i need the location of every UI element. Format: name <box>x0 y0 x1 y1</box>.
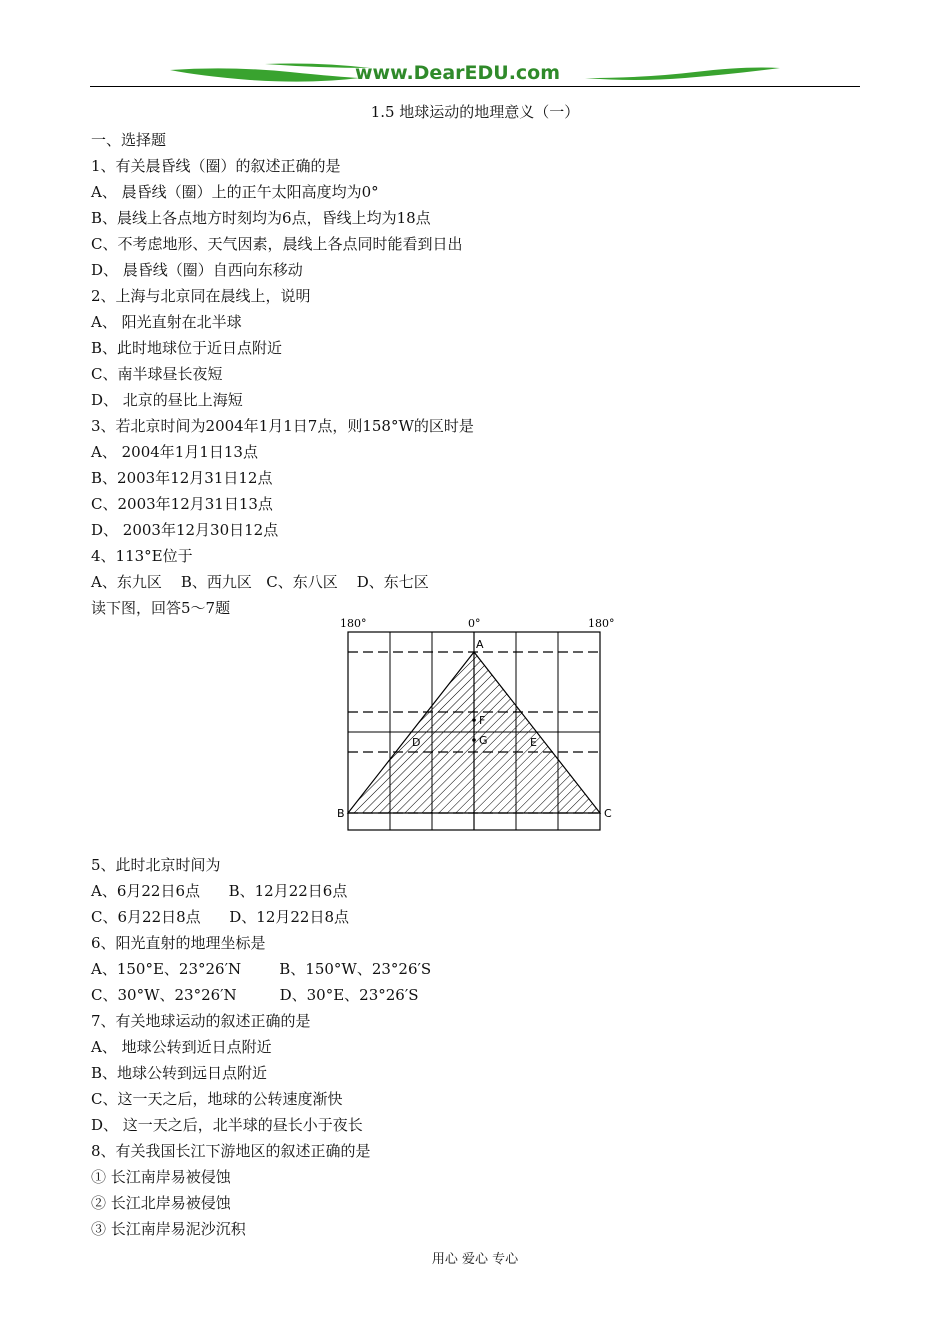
q3-option-d: D、 2003年12月30日12点 <box>91 521 279 539</box>
point-g-marker <box>472 738 476 742</box>
question-1: 1、有关晨昏线（圈）的叙述正确的是 <box>91 157 341 175</box>
q7-option-a: A、 地球公转到近日点附近 <box>91 1038 272 1056</box>
q3-option-c: C、2003年12月31日13点 <box>91 495 273 513</box>
label-point-d: D <box>412 736 421 749</box>
q8-statement-1: ① 长江南岸易被侵蚀 <box>91 1168 231 1186</box>
page-footer: 用心 爱心 专心 <box>431 1252 519 1267</box>
q6-options-ab: A、150°E、23°26′N B、150°W、23°26′S <box>91 960 432 978</box>
questions-section-2 <box>91 852 431 1242</box>
q3-option-b: B、2003年12月31日12点 <box>91 469 273 487</box>
question-4: 4、113°E位于 <box>91 547 193 565</box>
header-rule <box>90 86 860 87</box>
figure-instruction: 读下图，回答5～7题 <box>91 599 231 617</box>
page-title: 1.5 地球运动的地理意义（一） <box>370 103 580 121</box>
q2-option-c: C、南半球昼长夜短 <box>91 365 223 383</box>
q7-option-d: D、 这一天之后，北半球的昼长小于夜长 <box>91 1116 363 1134</box>
question-5: 5、此时北京时间为 <box>91 856 221 874</box>
q7-option-b: B、地球公转到远日点附近 <box>91 1064 268 1082</box>
q7-option-c: C、这一天之后，地球的公转速度渐快 <box>91 1090 343 1108</box>
site-logo-text[interactable]: www.DearEDU.com <box>355 62 561 84</box>
label-point-c: C <box>604 807 612 820</box>
q5-options-ab: A、6月22日6点 B、12月22日6点 <box>91 882 348 900</box>
q5-options-cd: C、6月22日8点 D、12月22日8点 <box>91 908 350 926</box>
q1-option-c: C、不考虑地形、天气因素，晨线上各点同时能看到日出 <box>91 235 463 253</box>
daylight-diagram-svg <box>334 612 624 836</box>
label-point-f: F <box>479 714 486 727</box>
q2-option-d: D、 北京的昼比上海短 <box>91 391 243 409</box>
section-heading: 一、选择题 <box>91 131 167 149</box>
question-8: 8、有关我国长江下游地区的叙述正确的是 <box>91 1142 371 1160</box>
label-center-longitude: 0° <box>468 617 481 630</box>
question-7: 7、有关地球运动的叙述正确的是 <box>91 1012 311 1030</box>
q3-option-a: A、 2004年1月1日13点 <box>91 443 258 461</box>
label-left-longitude: 180° <box>340 617 367 630</box>
point-f-marker <box>472 718 476 722</box>
q1-option-b: B、晨线上各点地方时刻均为6点，昏线上均为18点 <box>91 209 431 227</box>
label-point-g: G <box>479 734 488 747</box>
question-2: 2、上海与北京同在晨线上，说明 <box>91 287 311 305</box>
daylight-diagram <box>334 612 624 840</box>
label-point-a: A <box>476 638 484 651</box>
site-header <box>90 60 860 90</box>
q1-option-d: D、 晨昏线（圈）自西向东移动 <box>91 261 303 279</box>
q4-options: A、东九区 B、西九区 C、东八区 D、东七区 <box>91 573 429 591</box>
question-3: 3、若北京时间为2004年1月1日7点，则158°W的区时是 <box>91 417 474 435</box>
q1-option-a: A、 晨昏线（圈）上的正午太阳高度均为0° <box>91 183 379 201</box>
right-swoosh-decoration <box>585 60 805 86</box>
q6-options-cd: C、30°W、23°26′N D、30°E、23°26′S <box>91 986 419 1004</box>
q2-option-b: B、此时地球位于近日点附近 <box>91 339 283 357</box>
q2-option-a: A、 阳光直射在北半球 <box>91 313 242 331</box>
question-6: 6、阳光直射的地理坐标是 <box>91 934 266 952</box>
label-point-e: E <box>530 736 537 749</box>
q8-statement-3: ③ 长江南岸易泥沙沉积 <box>91 1220 246 1238</box>
questions-section-1 <box>91 127 474 621</box>
q8-statement-2: ② 长江北岸易被侵蚀 <box>91 1194 231 1212</box>
label-point-b: B <box>337 807 345 820</box>
label-right-longitude: 180° <box>588 617 615 630</box>
